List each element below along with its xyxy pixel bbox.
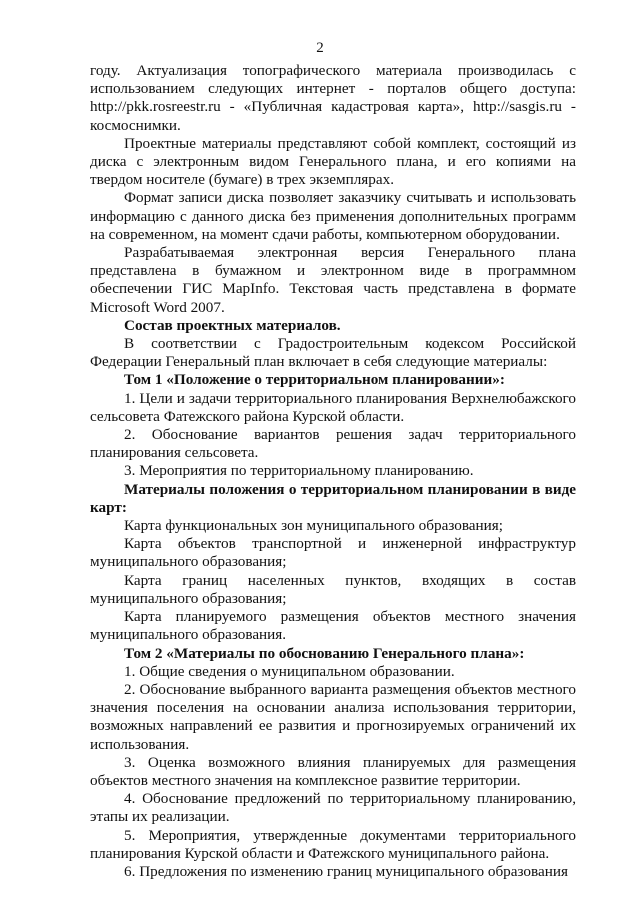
paragraph: Разрабатываемая электронная версия Генерального плана представлена в бумажном и электронном виде в программном обеспечении ГИС MapInfo. Текстовая часть представлена в формате Microsoft Word 2007. xyxy=(90,244,576,316)
paragraph: 5. Мероприятия, утвержденные документами территориального планирования Курской области и Фатежского муниципального района. xyxy=(90,826,576,862)
paragraph: Проектные материалы представляют собой комплект, состоящий из диска с электронным видом Генерального плана, и его копиями на твердом носителе (бумаге) в трех экземплярах. xyxy=(90,134,576,189)
section-heading: Материалы положения о территориальном планировании в виде карт: xyxy=(90,480,576,516)
page-number: 2 xyxy=(316,40,324,56)
paragraph: 1. Цели и задачи территориального планирования Верхнелюбажского сельсовета Фатежского района Курской области. xyxy=(90,389,576,425)
paragraph: В соответствии с Градостроительным кодексом Российской Федерации Генеральный план включает в себя следующие материалы: xyxy=(90,335,576,371)
paragraph: 3. Мероприятия по территориальному планированию. xyxy=(124,462,474,480)
paragraph: 3. Оценка возможного влияния планируемых для размещения объектов местного значения на комплексное развитие территории. xyxy=(90,753,576,789)
paragraph: Карта планируемого размещения объектов местного значения муниципального образования. xyxy=(90,608,576,644)
paragraph: году. Актуализация топографического материала производилась с использованием следующих интернет - порталов общего доступа: http://pkk.rosreestr.ru - «Публичная кадастровая карта», http://sasgis.ru - космоснимки. xyxy=(90,62,576,134)
paragraph: 6. Предложения по изменению границ муниципального образования xyxy=(124,862,568,880)
paragraph: 2. Обоснование вариантов решения задач территориального планирования сельсовета. xyxy=(90,426,576,462)
section-heading: Том 2 «Материалы по обоснованию Генерального плана»: xyxy=(124,644,525,662)
paragraph: Формат записи диска позволяет заказчику считывать и использовать информацию с данного диска без применения дополнительных программ на современном, на момент сдачи работы, компьютерном оборудовании. xyxy=(90,189,576,243)
document-body xyxy=(90,62,576,881)
paragraph: Карта функциональных зон муниципального образования; xyxy=(124,517,504,535)
paragraph: 2. Обоснование выбранного варианта размещения объектов местного значения поселения на основании анализа использования территории, возможных направлений ее развития и прогнозируемых ограничений их использования. xyxy=(90,680,576,753)
section-heading: Том 1 «Положение о территориальном планировании»: xyxy=(124,371,505,389)
paragraph: 4. Обоснование предложений по территориальному планированию, этапы их реализации. xyxy=(90,790,576,826)
paragraph: 1. Общие сведения о муниципальном образовании. xyxy=(124,662,455,680)
section-heading: Состав проектных материалов. xyxy=(124,316,341,334)
paragraph: Карта объектов транспортной и инженерной инфраструктур муниципального образования; xyxy=(90,535,576,571)
paragraph: Карта границ населенных пунктов, входящих в состав муниципального образования; xyxy=(90,571,576,607)
